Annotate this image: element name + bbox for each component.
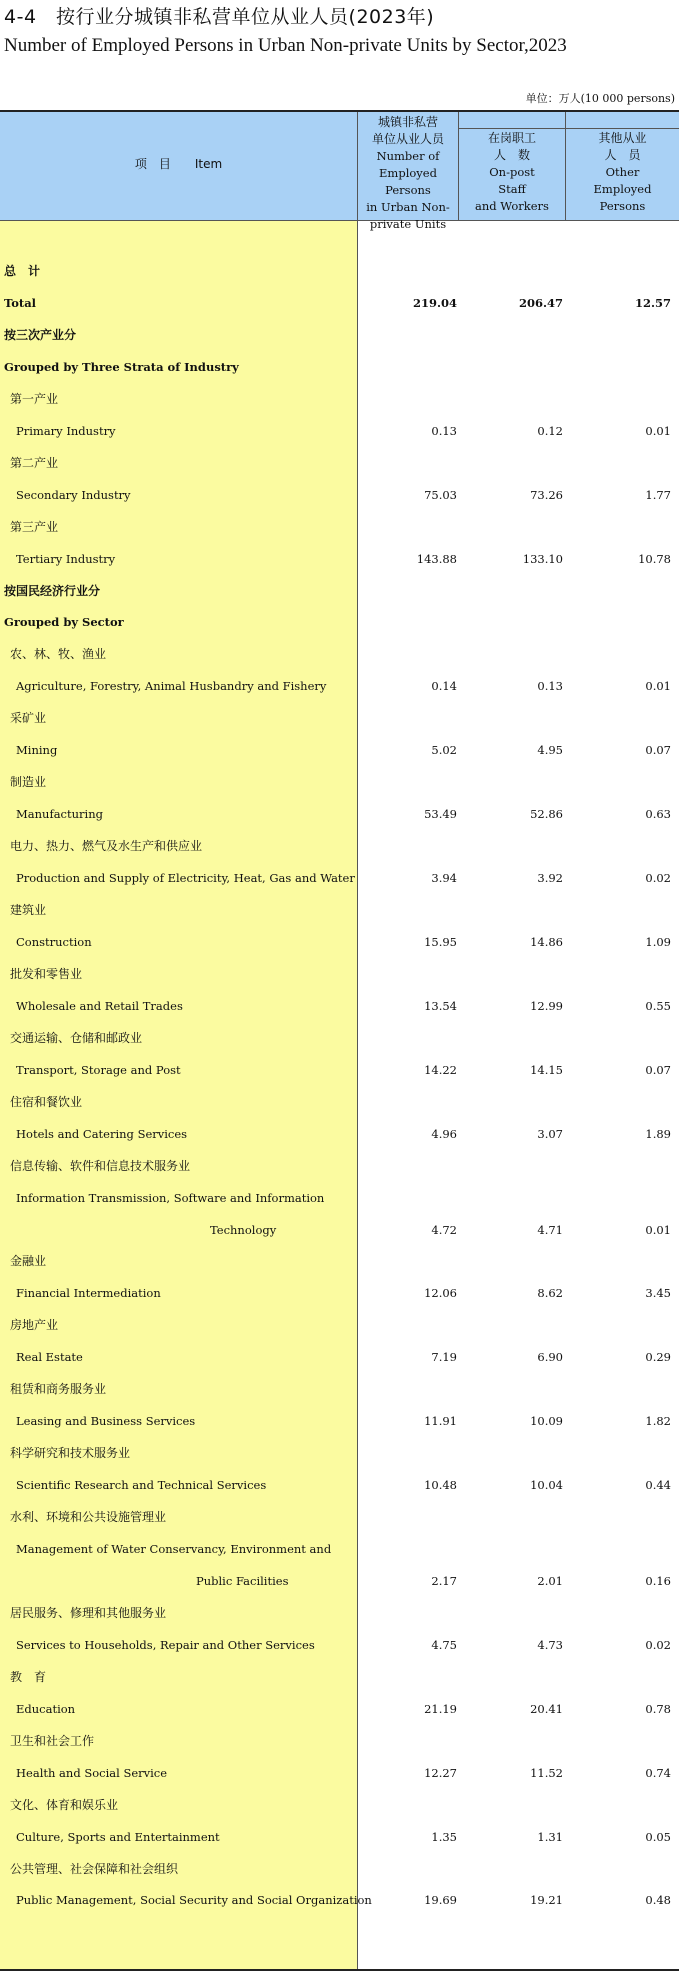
row-value: 13.54 (424, 998, 457, 1013)
row-value: 6.90 (537, 1350, 563, 1365)
row-label: Management of Water Conservancy, Environment and (16, 1542, 332, 1556)
table-row (0, 1598, 679, 1629)
row-value: 8.62 (537, 1286, 563, 1301)
row-label: 居民服务、修理和其他服务业 (10, 1605, 167, 1620)
row-label: 第三产业 (10, 519, 59, 534)
table-header (0, 112, 679, 231)
row-value: 0.16 (645, 1573, 671, 1588)
row-label: 住宿和餐饮业 (10, 1094, 83, 1109)
row-value: 4.71 (537, 1222, 563, 1237)
row-label: 租赁和商务服务业 (10, 1382, 107, 1397)
page-title-zh: 4-4 按行业分城镇非私营单位从业人员(2023年) (4, 6, 435, 28)
row-label: Secondary Industry (16, 487, 131, 502)
row-value: 0.12 (537, 423, 563, 438)
row-value: 3.07 (537, 1126, 563, 1141)
table-row (0, 895, 679, 926)
table-row (0, 1023, 679, 1054)
row-label: 教 育 (10, 1669, 47, 1684)
header-subrule (458, 128, 679, 129)
row-value: 52.86 (530, 807, 563, 822)
header-line: 单位从业人员 (371, 132, 444, 146)
table-row (0, 1342, 679, 1373)
table-row (0, 1183, 679, 1214)
row-value: 0.13 (537, 679, 563, 694)
row-value: 0.07 (645, 1062, 671, 1077)
row-value: 0.55 (645, 998, 671, 1013)
row-label: Agriculture, Forestry, Animal Husbandry and Fishery (16, 679, 327, 694)
row-label: Public Management, Social Security and Social Organization (16, 1893, 372, 1908)
header-item: 项 目 Item (134, 157, 223, 171)
row-value: 0.01 (645, 679, 671, 694)
row-value: 4.75 (431, 1637, 457, 1652)
table-row (0, 1438, 679, 1469)
header-line: Employed Persons (379, 166, 437, 197)
row-label: Financial Intermediation (16, 1286, 161, 1301)
table-row (0, 1087, 679, 1118)
table-row (0, 1790, 679, 1821)
row-value: 53.49 (424, 807, 457, 822)
table-row (0, 1470, 679, 1501)
header-line: Number of (376, 149, 440, 163)
row-label: Education (16, 1701, 76, 1716)
table-row (0, 1726, 679, 1757)
row-label: Health and Social Service (16, 1765, 168, 1780)
row-value: 0.13 (431, 423, 457, 438)
row-value: 206.47 (518, 295, 563, 310)
row-value: 3.45 (645, 1286, 671, 1301)
header-col-other (566, 130, 679, 215)
row-value: 12.27 (424, 1765, 457, 1780)
row-value: 0.07 (645, 743, 671, 758)
table-row (0, 767, 679, 798)
row-value: 1.82 (645, 1414, 671, 1429)
table-row (0, 384, 679, 415)
table-row (0, 1534, 679, 1565)
unit-note: 单位：万人(10 000 persons) (525, 92, 675, 105)
header-line: Staff (498, 182, 526, 196)
row-label: 信息传输、软件和信息技术服务业 (10, 1158, 191, 1173)
row-value: 11.91 (424, 1414, 457, 1429)
table-row (0, 1566, 679, 1597)
row-label: Wholesale and Retail Trades (16, 998, 183, 1013)
row-value: 73.26 (530, 487, 563, 502)
row-value: 11.52 (530, 1765, 563, 1780)
row-value: 1.31 (537, 1829, 563, 1844)
table-row (0, 671, 679, 702)
header-line: 人 数 (493, 148, 530, 162)
row-value: 12.99 (530, 998, 563, 1013)
header-col-total (358, 114, 458, 233)
row-value: 14.86 (530, 934, 563, 949)
table-row (0, 831, 679, 862)
row-value: 12.06 (424, 1286, 457, 1301)
row-label: Grouped by Three Strata of Industry (4, 359, 239, 374)
row-label: Services to Households, Repair and Other Services (16, 1637, 315, 1652)
row-value: 2.17 (431, 1573, 457, 1588)
row-value: 75.03 (424, 487, 457, 502)
table-row (0, 416, 679, 447)
row-label: 公共管理、社会保障和社会组织 (10, 1861, 179, 1876)
table-row (0, 1662, 679, 1693)
row-value: 0.48 (645, 1893, 671, 1908)
header-line: Other (605, 165, 640, 179)
row-label: 文化、体育和娱乐业 (10, 1797, 119, 1812)
row-value: 0.02 (645, 1637, 671, 1652)
table-row (0, 1119, 679, 1150)
row-label: 采矿业 (10, 711, 47, 726)
row-label: 第二产业 (10, 455, 59, 470)
row-value: 10.48 (424, 1478, 457, 1493)
row-label: Tertiary Industry (16, 551, 116, 566)
header-line: Employed (593, 182, 652, 196)
table-row (0, 1406, 679, 1437)
row-label: Construction (16, 934, 92, 949)
row-value: 143.88 (416, 551, 457, 566)
row-value: 133.10 (522, 551, 563, 566)
row-label: 按三次产业分 (4, 327, 77, 342)
row-value: 1.77 (645, 487, 671, 502)
header-line: private Units (369, 217, 447, 231)
row-value: 4.72 (431, 1222, 457, 1237)
row-label: Scientific Research and Technical Services (16, 1478, 267, 1493)
row-value: 14.22 (424, 1062, 457, 1077)
table-row (0, 1055, 679, 1086)
table-row (0, 1630, 679, 1661)
row-label: Primary Industry (16, 423, 116, 438)
row-value: 15.95 (424, 934, 457, 949)
table-row (0, 1854, 679, 1885)
row-value: 0.29 (645, 1350, 671, 1365)
row-value: 0.78 (645, 1701, 671, 1716)
row-label: 批发和零售业 (10, 966, 83, 981)
row-label: 按国民经济行业分 (4, 583, 101, 598)
row-value: 4.96 (431, 1126, 457, 1141)
row-value: 10.04 (530, 1478, 563, 1493)
row-label: 建筑业 (10, 903, 47, 917)
row-value: 7.19 (431, 1350, 457, 1365)
row-label: Transport, Storage and Post (16, 1062, 181, 1077)
table-row (0, 576, 679, 607)
row-value: 20.41 (530, 1701, 563, 1716)
table-row (0, 927, 679, 958)
row-label: Hotels and Catering Services (16, 1126, 188, 1141)
row-label: 卫生和社会工作 (10, 1733, 95, 1748)
table-row (0, 1278, 679, 1309)
table-row (0, 735, 679, 766)
row-label: 制造业 (10, 775, 47, 790)
row-value: 21.19 (424, 1701, 457, 1716)
row-value: 0.74 (645, 1765, 671, 1780)
row-value: 4.73 (537, 1637, 563, 1652)
row-label: 金融业 (10, 1254, 47, 1269)
table-row (0, 1215, 679, 1246)
row-label: 交通运输、仓储和邮政业 (10, 1030, 143, 1045)
header-line: 其他从业 (598, 131, 647, 145)
header-line: 城镇非私营 (377, 115, 438, 129)
row-value: 3.94 (431, 871, 457, 886)
row-value: 10.09 (530, 1414, 563, 1429)
table-row (0, 512, 679, 543)
header-line: in Urban Non- (366, 200, 450, 214)
row-label: 房地产业 (10, 1318, 59, 1333)
row-value: 10.78 (638, 551, 671, 566)
row-value: 12.57 (634, 295, 671, 310)
table-row (0, 863, 679, 894)
row-value: 4.95 (537, 743, 563, 758)
row-label: Culture, Sports and Entertainment (16, 1829, 220, 1844)
row-value: 2.01 (537, 1573, 563, 1588)
table-row (0, 1310, 679, 1341)
row-label: Public Facilities (196, 1573, 289, 1588)
table-row (0, 799, 679, 830)
table-row (0, 448, 679, 479)
row-label: 科学研究和技术服务业 (10, 1446, 131, 1461)
row-label: Information Transmission, Software and Information (16, 1190, 325, 1205)
row-label: Total (4, 295, 37, 310)
row-value: 0.01 (645, 1222, 671, 1237)
table-bottom-rule (0, 1969, 679, 1971)
row-value: 219.04 (412, 295, 457, 310)
row-value: 19.69 (424, 1893, 457, 1908)
row-label: 农、林、牧、渔业 (10, 647, 107, 662)
table-row (0, 544, 679, 575)
row-label: Technology (210, 1222, 277, 1237)
row-label: 第一产业 (10, 391, 59, 406)
header-line: Persons (599, 199, 646, 213)
row-value: 0.05 (645, 1829, 671, 1844)
table-row (0, 703, 679, 734)
table-row (0, 991, 679, 1022)
row-label: 总 计 (4, 264, 41, 278)
row-label: Mining (16, 743, 58, 758)
table-row (0, 1822, 679, 1853)
header-line: On-post (489, 165, 535, 179)
row-label: Grouped by Sector (4, 615, 124, 630)
table-row (0, 959, 679, 990)
row-value: 19.21 (530, 1893, 563, 1908)
table-row (0, 256, 679, 287)
table-row (0, 1246, 679, 1277)
table-row (0, 1374, 679, 1405)
table-row (0, 352, 679, 383)
page-title-en: Number of Employed Persons in Urban Non-private Units by Sector,2023 (4, 35, 567, 56)
row-label: Real Estate (16, 1350, 83, 1365)
table-row (0, 639, 679, 670)
header-line: and Workers (475, 199, 549, 213)
header-line: 人 员 (604, 148, 641, 162)
table-row (0, 320, 679, 351)
row-value: 5.02 (431, 743, 457, 758)
row-value: 14.15 (530, 1062, 563, 1077)
row-value: 1.35 (431, 1829, 457, 1844)
row-label: 水利、环境和公共设施管理业 (10, 1510, 167, 1525)
table-row (0, 607, 679, 638)
row-label: Production and Supply of Electricity, Heat, Gas and Water (16, 871, 355, 886)
table-row (0, 1758, 679, 1789)
header-line: 在岗职工 (487, 131, 536, 145)
row-value: 0.01 (645, 423, 671, 438)
row-value: 1.89 (645, 1126, 671, 1141)
table-row (0, 1694, 679, 1725)
row-value: 0.02 (645, 871, 671, 886)
table-row (0, 1885, 679, 1916)
row-label: Leasing and Business Services (16, 1414, 196, 1429)
row-label: 电力、热力、燃气及水生产和供应业 (10, 839, 203, 854)
table-row (0, 1151, 679, 1182)
row-value: 0.63 (645, 807, 671, 822)
header-col-staff (459, 130, 565, 215)
row-value: 0.14 (431, 679, 457, 694)
row-value: 3.92 (537, 871, 563, 886)
row-label: Manufacturing (16, 807, 103, 822)
table-row (0, 288, 679, 319)
row-value: 1.09 (645, 934, 671, 949)
table-row (0, 1502, 679, 1533)
table-row (0, 480, 679, 511)
row-value: 0.44 (645, 1478, 671, 1493)
